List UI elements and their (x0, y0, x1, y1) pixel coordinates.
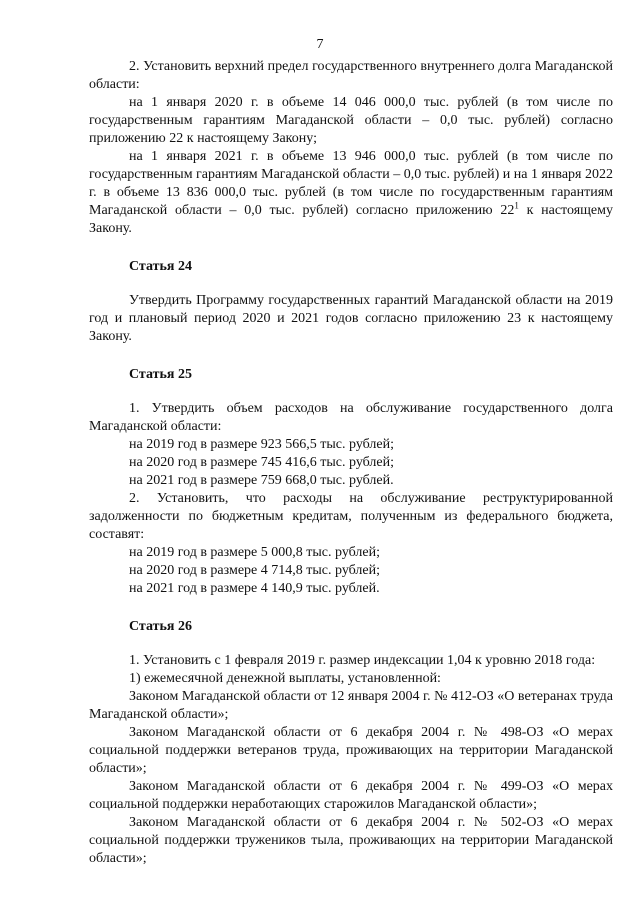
article-26-subitem-1: 1) ежемесячной денежной выплаты, установленной: (129, 671, 441, 686)
article-26-law-498: Законом Магаданской области от 6 декабря 2004 г. № 498-ОЗ «О мерах социальной поддержки ветеранов труда, проживающих на территории Магаданской области»; (89, 725, 613, 776)
article-25-line-2019-restructured: на 2019 год в размере 5 000,8 тыс. рублей; (129, 545, 380, 560)
article-26-law-412: Законом Магаданской области от 12 января 2004 г. № 412-ОЗ «О ветеранах труда Магаданской области»; (89, 689, 613, 722)
paragraph-debt-2021-2022 (89, 148, 613, 238)
footnote-superscript: 1 (514, 200, 519, 211)
article-25-line-2021: на 2021 год в размере 759 668,0 тыс. рублей. (129, 473, 394, 488)
article-24-text: Утвердить Программу государственных гарантий Магаданской области на 2019 год и плановый период 2020 и 2021 годов согласно приложению 23 к настоящему Закону. (89, 293, 613, 344)
paragraph-debt-2021-2022-tail: к настоящему Закону. (89, 203, 613, 236)
page-number: 7 (316, 37, 324, 52)
paragraph-debt-2020: на 1 января 2020 г. в объеме 14 046 000,0 тыс. рублей (в том числе по государственным гарантиям Магаданской области – 0,0 тыс. рублей) согласно приложению 22 к настоящему Закону; (89, 95, 613, 146)
article-25-line-2020: на 2020 год в размере 745 416,6 тыс. рублей; (129, 455, 394, 470)
article-26-item-1: 1. Установить с 1 февраля 2019 г. размер индексации 1,04 к уровню 2018 года: (129, 653, 596, 668)
paragraph-debt-2021-2022-text: на 1 января 2021 г. в объеме 13 946 000,0 тыс. рублей (в том числе по государственным гарантиям Магаданской области – 0,0 тыс. рублей) и на 1 января 2022 г. в объеме 13 836 000,0 тыс. рублей (в том числе по государственным гарантиям Магаданской области – 0,0 тыс. рублей) согласно приложению 22 (89, 149, 613, 218)
article-25-line-2020-restructured: на 2020 год в размере 4 714,8 тыс. рублей; (129, 563, 380, 578)
article-25-line-2019: на 2019 год в размере 923 566,5 тыс. рублей; (129, 437, 394, 452)
article-26-law-499: Законом Магаданской области от 6 декабря 2004 г. № 499-ОЗ «О мерах социальной поддержки неработающих старожилов Магаданской области»; (89, 779, 613, 812)
article-24-heading: Статья 24 (129, 259, 192, 274)
article-26-law-502: Законом Магаданской области от 6 декабря 2004 г. № 502-ОЗ «О мерах социальной поддержки тружеников тыла, проживающих на территории Магаданской области»; (89, 815, 613, 866)
page-content (89, 58, 613, 868)
paragraph-debt-limit: 2. Установить верхний предел государственного внутреннего долга Магаданской области: (89, 59, 613, 92)
article-25-heading: Статья 25 (129, 367, 192, 382)
article-25-line-2021-restructured: на 2021 год в размере 4 140,9 тыс. рублей. (129, 581, 380, 596)
article-26-heading: Статья 26 (129, 619, 192, 634)
article-25-item-1: 1. Утвердить объем расходов на обслуживание государственного долга Магаданской области: (89, 401, 613, 434)
article-25-item-2: 2. Установить, что расходы на обслуживание реструктурированной задолженности по бюджетным кредитам, полученным из федерального бюджета, составят: (89, 491, 613, 542)
